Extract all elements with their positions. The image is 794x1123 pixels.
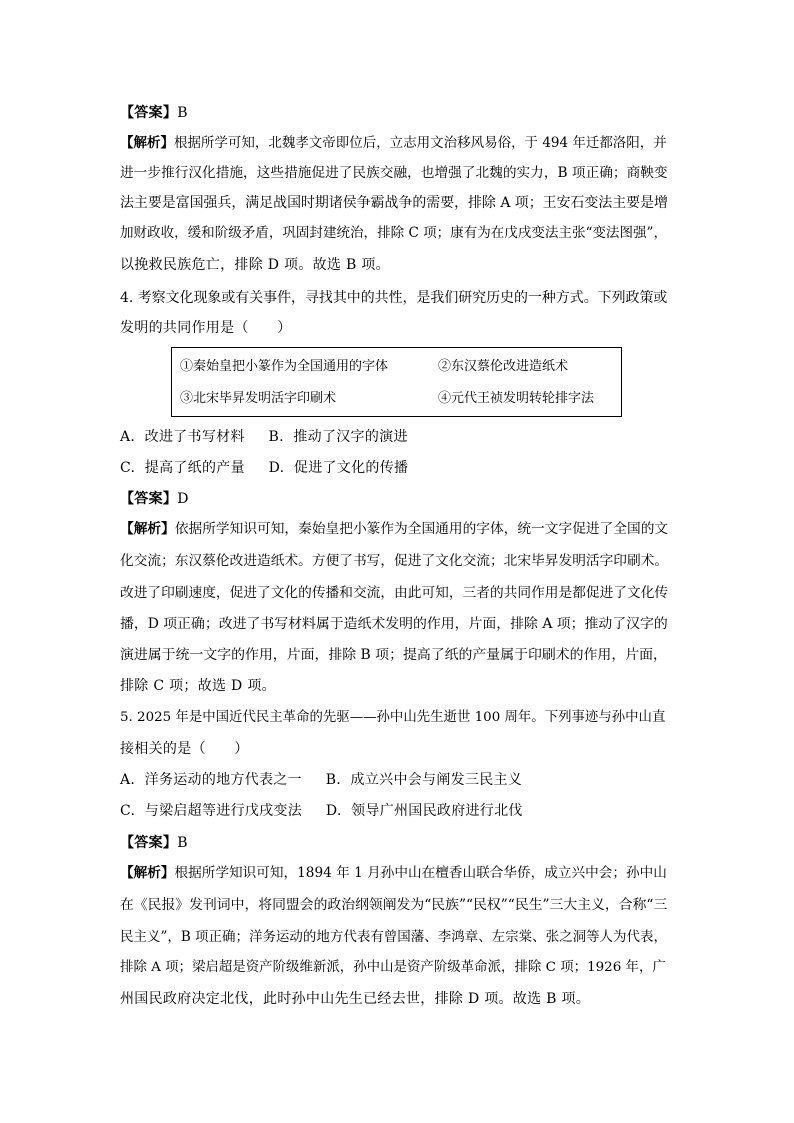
q5-analysis-line-1: [120, 864, 680, 882]
q3-analysis-line-2: 进一步推行汉化措施，这些措施促进了民族交融，也增强了北魏的实力，B 项正确；商鞅变: [120, 165, 668, 181]
q5-options-line-1: A. 洋务运动的地方代表之一 B. 成立兴中会与阐发三民主义: [120, 772, 523, 788]
q5-answer-line: [120, 834, 680, 852]
q4-analysis-line-3: 改进了印刷速度，促进了文化的传播和交流，由此可知，三者的共同作用是都促进了文化传: [120, 585, 669, 601]
q4-analysis-line-1: [120, 520, 680, 538]
q5-stem-line-1: 5. 2025 年是中国近代民主革命的先驱——孙中山先生逝世 100 周年。下列事迹与孙中山直: [120, 710, 666, 725]
q3-answer-tag: 【答案】: [120, 105, 178, 121]
q5-analysis-text: 根据所学知识可知，1894 年 1 月孙中山在檀香山联合华侨，成立兴中会；孙中山: [174, 865, 667, 881]
q3-answer-line: [120, 104, 680, 122]
q5-answer-tag: 【答案】: [120, 835, 178, 851]
q3-analysis-text: 根据所学可知，北魏孝文帝即位后，立志用文治移风易俗，于 494 年迁都洛阳，并: [173, 135, 667, 151]
q4-analysis-line-5: 演进属于统一文字的作用，片面，排除 B 项；提高了纸的产量属于印刷术的作用，片面，: [120, 647, 667, 663]
q4-statement-2: ②东汉蔡伦改进造纸术: [438, 359, 569, 374]
q4-answer-line: [120, 490, 680, 508]
q4-analysis-text: 依据所学知识可知，秦始皇把小篆作为全国通用的字体，统一文字促进了全国的文: [174, 521, 669, 537]
q4-options-line-1: A. 改进了书写材料 B. 推动了汉字的演进: [120, 429, 408, 445]
q4-analysis-tag: 【解析】: [120, 521, 175, 537]
q3-analysis-tag: 【解析】: [120, 135, 174, 151]
q4-options-line-2: C. 提高了纸的产量 D. 促进了文化的传播: [120, 460, 409, 476]
q3-analysis-line-4: 加财政收，缓和阶级矛盾，巩固封建统治，排除 C 项；康有为在戊戌变法主张“变法图强”，: [120, 225, 667, 241]
q4-statement-3: ③北宋毕昇发明活字印刷术: [180, 391, 337, 406]
q5-analysis-tag: 【解析】: [120, 865, 175, 881]
q3-analysis-line-3: 法主要是富国强兵，满足战国时期诸侯争霸战争的需要，排除 A 项；王安石变法主要是增: [120, 195, 668, 211]
q4-stem-line-2: 发明的共同作用是（ ）: [120, 320, 292, 336]
q3-analysis-line-1: [120, 134, 680, 152]
q5-analysis-line-3: 民主义”，B 项正确；洋务运动的地方代表有曾国藩、李鸿章、左宗棠、张之洞等人为代表，: [120, 929, 667, 945]
q5-analysis-line-2: 在《民报》发刊词中，将同盟会的政治纲领阐发为“民族”“民权”“民生”三大主义，合称“三: [120, 897, 668, 913]
q4-answer-tag: 【答案】: [120, 491, 178, 507]
q4-answer-value: D: [177, 491, 189, 507]
q4-analysis-line-4: 播，D 项正确；改进了书写材料属于造纸术发明的作用，片面，排除 A 项；推动了汉字的: [120, 616, 668, 632]
q3-analysis-line-5: 以挽救民族危亡，排除 D 项。故选 B 项。: [120, 257, 390, 273]
q5-analysis-line-4: 排除 A 项；梁启超是资产阶级维新派，孙中山是资产阶级革命派，排除 C 项；1926 年，广: [120, 960, 666, 975]
q5-answer-value: B: [177, 835, 188, 851]
q4-statements-box: [171, 347, 622, 417]
q5-stem-line-2: 接相关的是（ ）: [120, 741, 249, 757]
q3-answer-value: B: [177, 105, 188, 121]
q5-analysis-line-5: 州国民政府决定北伐，此时孙中山先生已经去世，排除 D 项。故选 B 项。: [120, 991, 591, 1007]
q4-stem-line-1: 4. 考察文化现象或有关事件，寻找其中的共性，是我们研究历史的一种方式。下列政策或: [120, 290, 668, 306]
q5-options-line-2: C. 与梁启超等进行戊戌变法 D. 领导广州国民政府进行北伐: [120, 803, 523, 819]
q4-statement-1: ①秦始皇把小篆作为全国通用的字体: [180, 359, 389, 374]
q4-statement-4: ④元代王祯发明转轮排字法: [438, 391, 595, 406]
q4-analysis-line-6: 排除 C 项；故选 D 项。: [120, 678, 276, 694]
q4-analysis-line-2: 化交流；东汉蔡伦改进造纸术。方便了书写，促进了文化交流；北宋毕昇发明活字印刷术。: [120, 553, 669, 569]
